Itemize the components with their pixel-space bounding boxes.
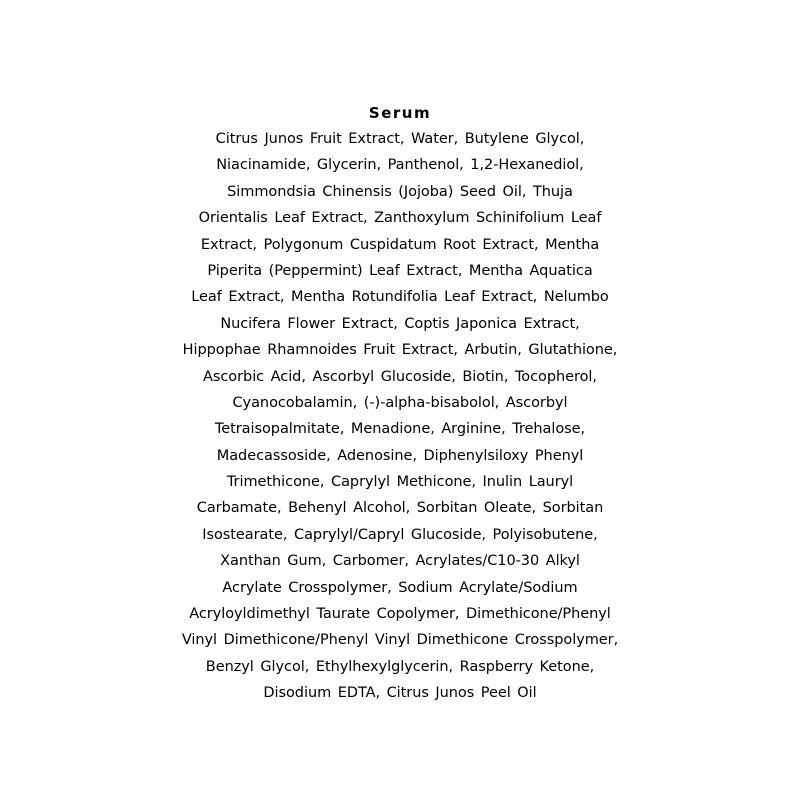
ingredient-line: Benzyl Glycol, Ethylhexylglycerin, Raspberry Ketone, <box>205 658 595 675</box>
ingredients-panel <box>0 100 800 707</box>
ingredient-line: Ascorbic Acid, Ascorbyl Glucoside, Biotin, Tocopherol, <box>203 368 597 385</box>
product-title: Serum <box>368 104 432 122</box>
ingredient-line: Vinyl Dimethicone/Phenyl Vinyl Dimethicone Crosspolymer, <box>181 632 619 649</box>
ingredient-line: Hippophae Rhamnoides Fruit Extract, Arbutin, Glutathione, <box>182 342 618 359</box>
ingredient-line: Madecassoside, Adenosine, Diphenylsiloxy Phenyl <box>216 447 584 464</box>
ingredient-line: Disodium EDTA, Citrus Junos Peel Oil <box>263 685 537 702</box>
ingredient-line: Trimethicone, Caprylyl Methicone, Inulin Lauryl <box>226 474 574 491</box>
ingredient-line: Piperita (Peppermint) Leaf Extract, Mentha Aquatica <box>207 262 593 279</box>
ingredient-line: Carbamate, Behenyl Alcohol, Sorbitan Oleate, Sorbitan <box>196 500 604 517</box>
ingredient-line: Cyanocobalamin, (-)-alpha-bisabolol, Ascorbyl <box>232 394 568 411</box>
ingredient-line: Isostearate, Caprylyl/Capryl Glucoside, Polyisobutene, <box>202 526 598 543</box>
ingredient-line: Niacinamide, Glycerin, Panthenol, 1,2-Hexanediol, <box>216 157 584 174</box>
ingredient-line: Acrylate Crosspolymer, Sodium Acrylate/Sodium <box>222 579 578 596</box>
ingredient-line: Orientalis Leaf Extract, Zanthoxylum Schinifolium Leaf <box>198 210 602 227</box>
ingredient-line: Nucifera Flower Extract, Coptis Japonica Extract, <box>220 315 580 332</box>
ingredient-line: Extract, Polygonum Cuspidatum Root Extract, Mentha <box>200 236 600 253</box>
ingredient-line: Citrus Junos Fruit Extract, Water, Butylene Glycol, <box>215 131 585 147</box>
ingredient-line: Leaf Extract, Mentha Rotundifolia Leaf Extract, Nelumbo <box>191 289 609 306</box>
ingredient-line: Acryloyldimethyl Taurate Copolymer, Dimethicone/Phenyl <box>189 606 611 623</box>
ingredient-line: Xanthan Gum, Carbomer, Acrylates/C10-30 Alkyl <box>220 553 580 570</box>
ingredient-list <box>0 126 800 707</box>
ingredient-line: Tetraisopalmitate, Menadione, Arginine, Trehalose, <box>214 421 586 438</box>
ingredient-line: Simmondsia Chinensis (Jojoba) Seed Oil, Thuja <box>227 183 573 200</box>
